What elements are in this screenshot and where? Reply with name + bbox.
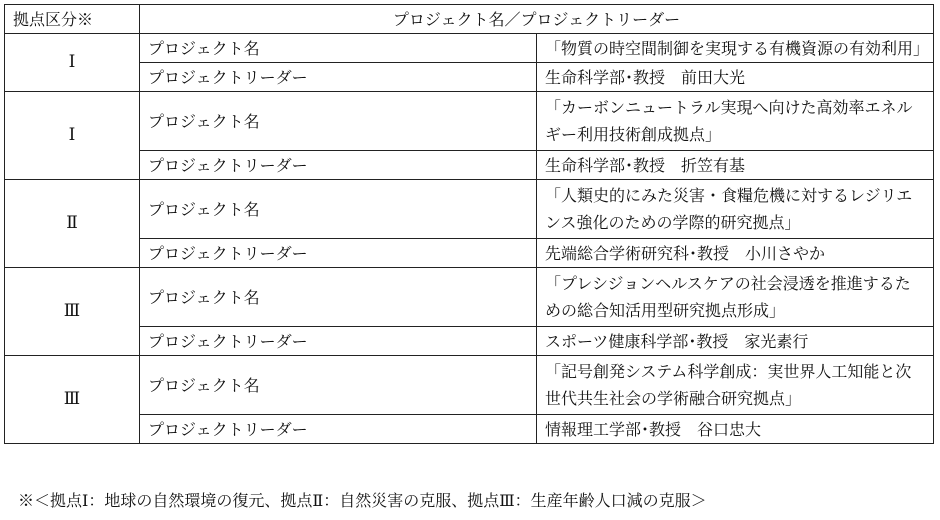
table-row bbox=[5, 239, 934, 268]
project-leader-label: プロジェクトリーダー bbox=[140, 151, 537, 180]
table-header-row bbox=[5, 5, 934, 34]
category-cell: Ⅰ bbox=[5, 92, 140, 180]
project-table bbox=[4, 4, 934, 444]
project-name-label: プロジェクト名 bbox=[140, 268, 537, 327]
project-leader-value: 生命科学部･教授 折笠有基 bbox=[537, 151, 934, 180]
project-leader-label: プロジェクトリーダー bbox=[140, 415, 537, 444]
table-row bbox=[5, 356, 934, 415]
project-leader-value: 生命科学部･教授 前田大光 bbox=[537, 63, 934, 92]
project-leader-label: プロジェクトリーダー bbox=[140, 63, 537, 92]
project-name-value: 「プレシジョンヘルスケアの社会浸透を推進するための総合知活用型研究拠点形成」 bbox=[537, 268, 934, 327]
category-cell: Ⅰ bbox=[5, 34, 140, 92]
category-cell: Ⅱ bbox=[5, 180, 140, 268]
project-name-label: プロジェクト名 bbox=[140, 356, 537, 415]
project-name-value: 「物質の時空間制御を実現する有機資源の有効利用」 bbox=[537, 34, 934, 63]
table-row bbox=[5, 268, 934, 327]
project-leader-label: プロジェクトリーダー bbox=[140, 239, 537, 268]
project-name-label: プロジェクト名 bbox=[140, 92, 537, 151]
table-row bbox=[5, 63, 934, 92]
project-name-value: 「人類史的にみた災害・食糧危機に対するレジリエンス強化のための学際的研究拠点」 bbox=[537, 180, 934, 239]
table-row bbox=[5, 415, 934, 444]
project-leader-value: 情報理工学部･教授 谷口忠大 bbox=[537, 415, 934, 444]
project-leader-value: スポーツ健康科学部･教授 家光素行 bbox=[537, 327, 934, 356]
table-row bbox=[5, 151, 934, 180]
table-row bbox=[5, 327, 934, 356]
project-name-value: 「記号創発システム科学創成：実世界人工知能と次世代共生社会の学術融合研究拠点」 bbox=[537, 356, 934, 415]
category-cell: Ⅲ bbox=[5, 268, 140, 356]
project-leader-value: 先端総合学術研究科･教授 小川さやか bbox=[537, 239, 934, 268]
project-leader-label: プロジェクトリーダー bbox=[140, 327, 537, 356]
table-row bbox=[5, 34, 934, 63]
project-name-label: プロジェクト名 bbox=[140, 34, 537, 63]
footnote: ※＜拠点Ⅰ：地球の自然環境の復元、拠点Ⅱ：自然災害の克服、拠点Ⅲ：生産年齢人口減の克服＞ bbox=[18, 491, 707, 510]
table-row bbox=[5, 92, 934, 151]
table-row bbox=[5, 180, 934, 239]
category-cell: Ⅲ bbox=[5, 356, 140, 444]
project-name-value: 「カーボンニュートラル実現へ向けた高効率エネルギー利用技術創成拠点」 bbox=[537, 92, 934, 151]
header-title: プロジェクト名／プロジェクトリーダー bbox=[140, 5, 934, 34]
header-category: 拠点区分※ bbox=[5, 5, 140, 34]
project-name-label: プロジェクト名 bbox=[140, 180, 537, 239]
